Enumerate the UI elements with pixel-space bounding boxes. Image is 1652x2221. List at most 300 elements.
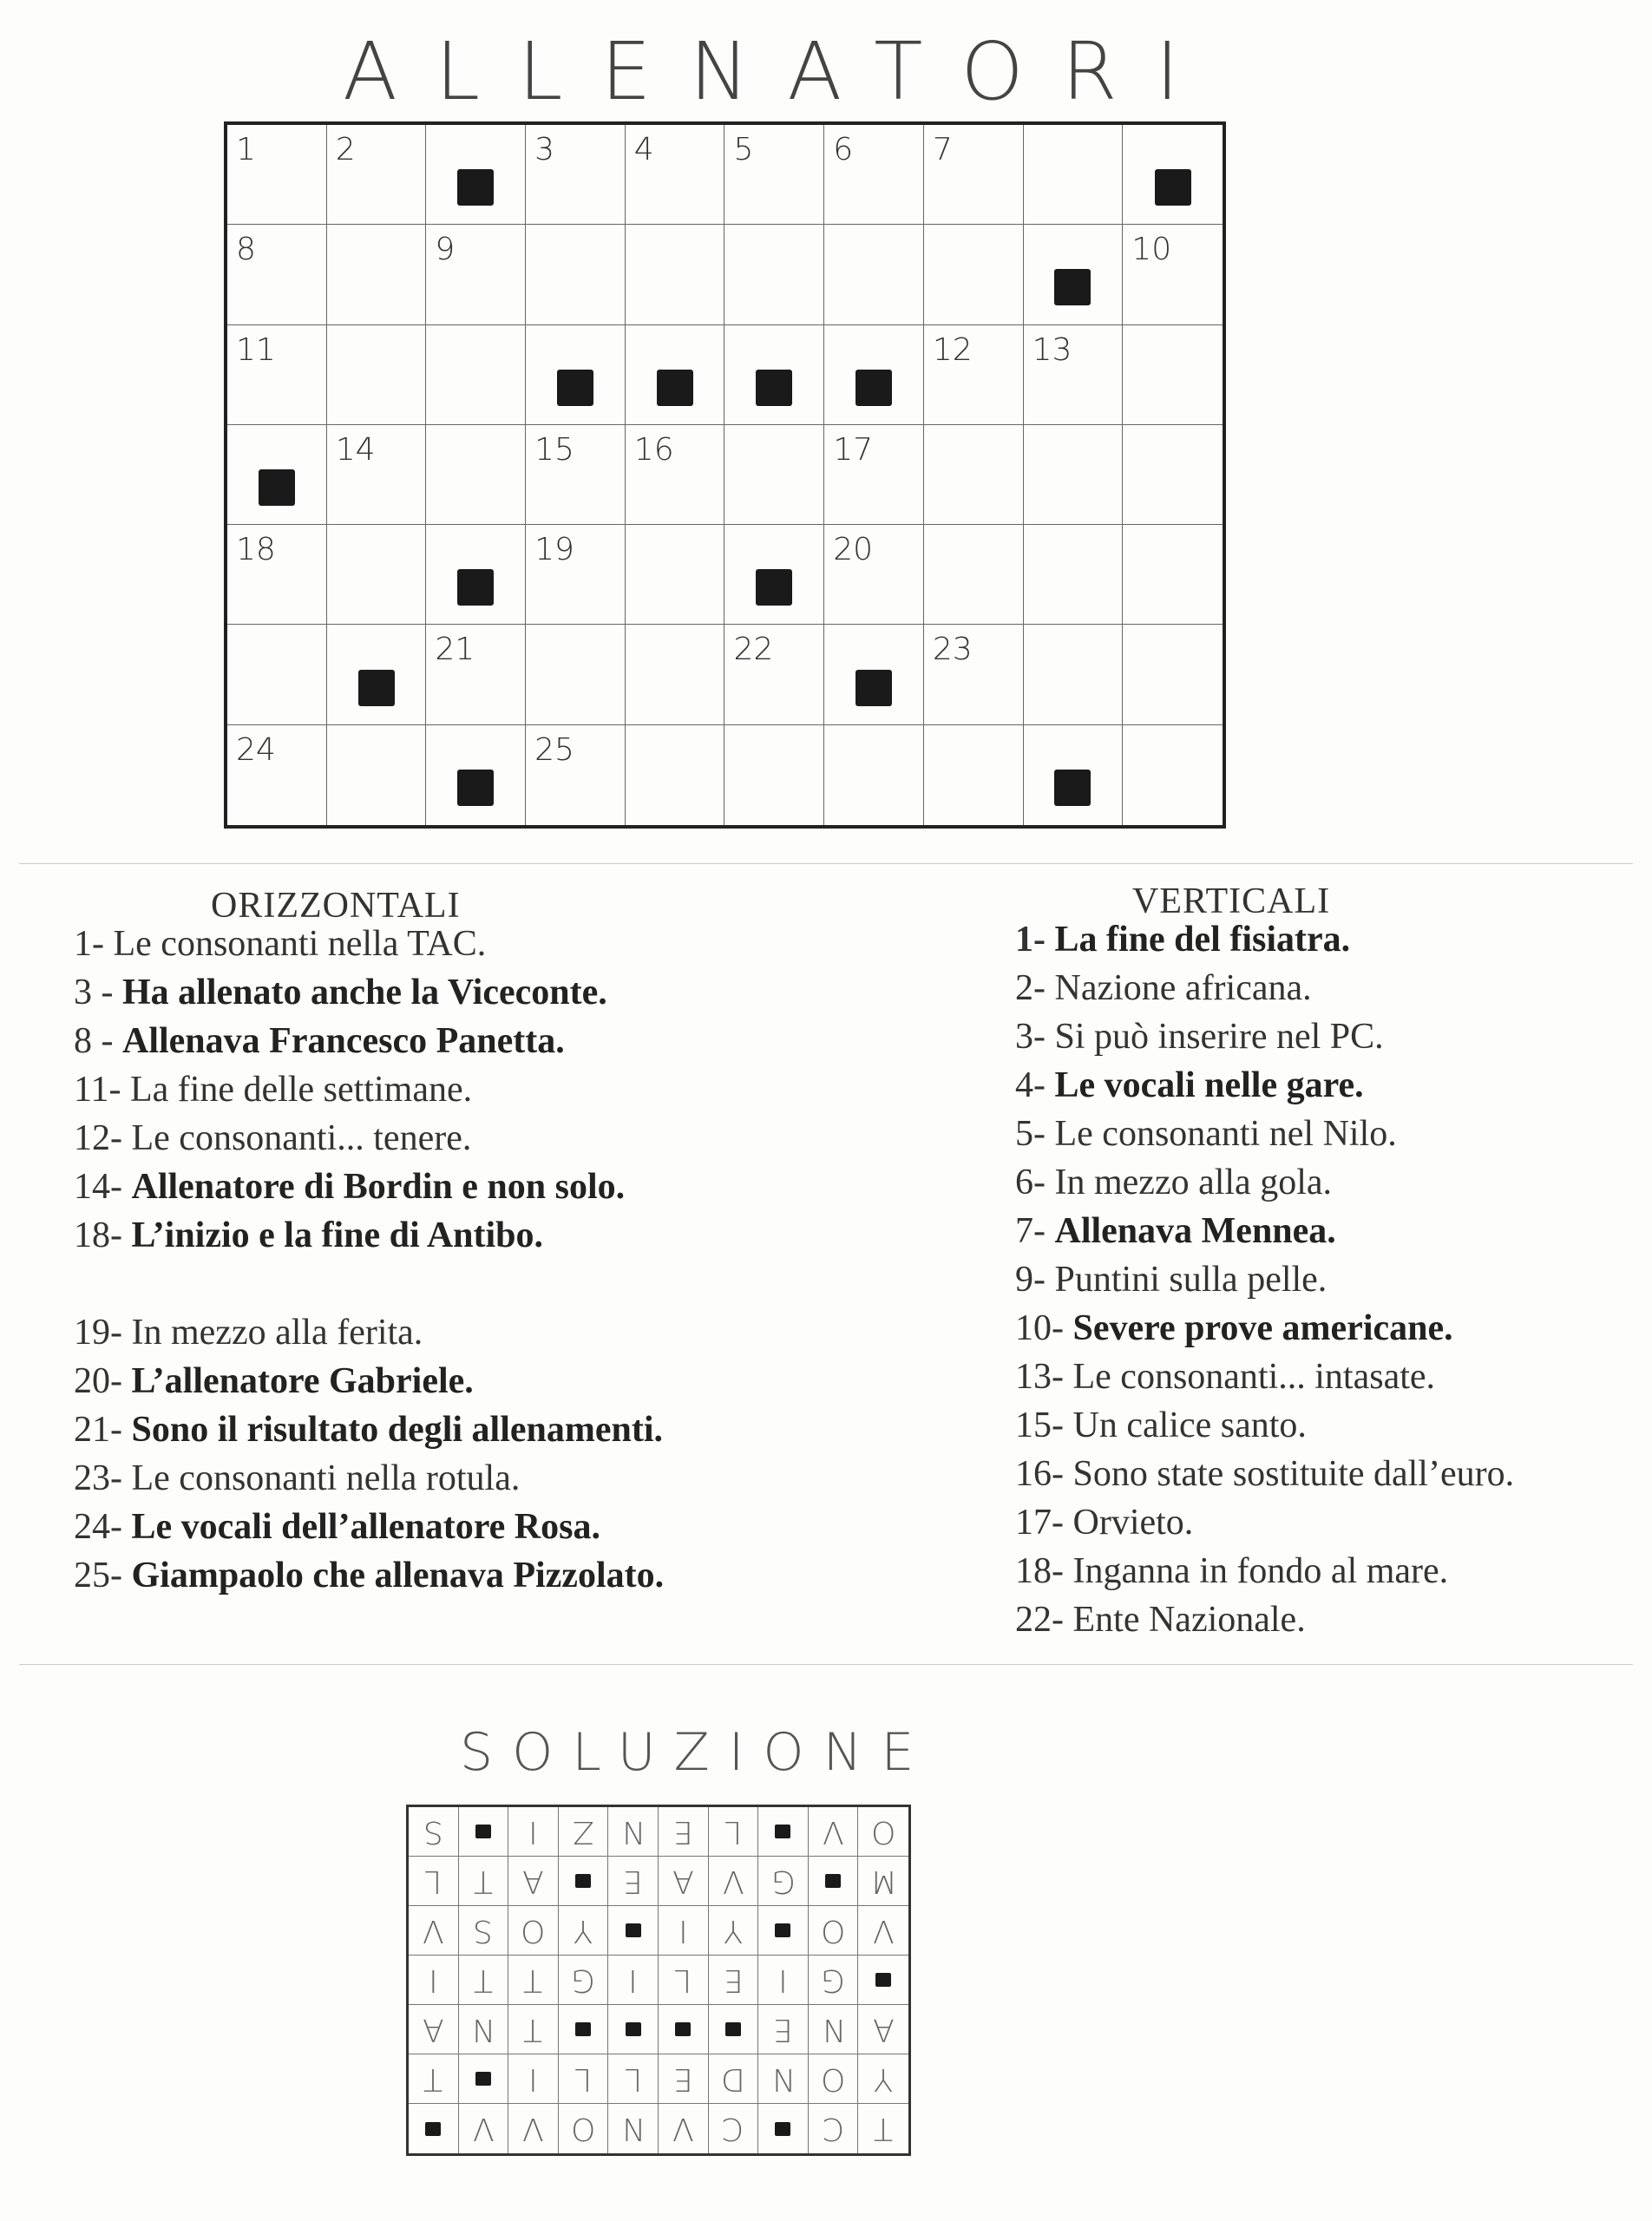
solution-cell (559, 2104, 609, 2153)
clue-num: 3 - (74, 973, 114, 1012)
clue-num: 14- (74, 1167, 122, 1207)
clue-item (1015, 1255, 1327, 1304)
solution-letter: O (871, 1813, 896, 1850)
solution-letter: I (678, 1912, 688, 1949)
solution-letter: T (473, 1863, 493, 1899)
solution-cell (709, 1956, 759, 2005)
solution-letter: E (672, 1813, 693, 1850)
clue-text: La fine del fisiatra. (1054, 920, 1351, 960)
solution-letter: I (528, 2060, 538, 2097)
clue-text: Le consonanti... intasate. (1072, 1357, 1436, 1397)
solution-letter: C (822, 2111, 844, 2146)
solution-cell (809, 2054, 859, 2104)
solution-cell (559, 1857, 609, 1906)
black-square (259, 469, 295, 506)
clue-num: 25- (74, 1556, 122, 1595)
clue-number: 23 (932, 632, 973, 668)
solution-cell (459, 1857, 509, 1906)
clue-num: 8 - (74, 1021, 114, 1061)
grid-cell (426, 325, 526, 425)
solution-letter: Y (874, 2060, 894, 2097)
solution-cell (608, 1906, 659, 1956)
solution-cell (709, 1906, 759, 1956)
clue-item (74, 968, 607, 1017)
clue-item (1015, 1353, 1435, 1401)
clue-number: 18 (236, 532, 276, 568)
grid-cell (327, 525, 427, 625)
grid-cell (227, 325, 327, 425)
solution-letter: I (778, 1962, 788, 1998)
solution-cell (858, 2005, 908, 2054)
solution-cell (758, 2054, 809, 2104)
solution-cell (459, 1956, 509, 2005)
clue-number: 24 (236, 731, 276, 768)
solution-cell (559, 1956, 609, 2005)
grid-cell (227, 625, 327, 724)
solution-letter: O (521, 1912, 546, 1949)
solution-cell (608, 2104, 659, 2153)
solution-cell (559, 2005, 609, 2054)
clue-item (74, 920, 486, 968)
solution-cell (459, 2104, 509, 2153)
solution-title: SOLUZIONE (460, 1722, 934, 1783)
clue-text: In mezzo alla ferita. (131, 1313, 423, 1353)
solution-cell (659, 1857, 709, 1906)
grid-cell (626, 725, 725, 825)
clue-text: Severe prove americane. (1072, 1308, 1453, 1348)
solution-letter: Y (723, 1912, 743, 1949)
solution-cell (709, 2104, 759, 2153)
clue-num: 16- (1015, 1454, 1064, 1494)
divider-bottom (19, 1664, 1633, 1665)
grid-cell (724, 725, 824, 825)
clue-num: 10- (1015, 1308, 1064, 1348)
solution-cell (508, 1807, 559, 1857)
clue-number: 11 (236, 331, 276, 368)
solution-letter: N (621, 2111, 646, 2146)
clue-item (1015, 1110, 1397, 1158)
black-square (475, 2072, 491, 2086)
clue-item (74, 1405, 663, 1454)
clue-num: 3- (1015, 1017, 1046, 1057)
clue-item (1015, 1547, 1448, 1595)
grid-cell (426, 725, 526, 825)
solution-letter: O (820, 2060, 846, 2097)
grid-cell (227, 425, 327, 525)
grid-cell (526, 725, 626, 825)
grid-cell (724, 325, 824, 425)
clue-text: L’inizio e la fine di Antibo. (131, 1215, 544, 1255)
solution-letter: N (621, 1813, 646, 1850)
clue-item (1015, 915, 1350, 964)
solution-letter: E (773, 2011, 793, 2047)
solution-cell (559, 1807, 609, 1857)
solution-letter: T (523, 2011, 543, 2047)
solution-letter: I (528, 1813, 538, 1850)
grid-cell (227, 125, 327, 225)
solution-cell (809, 2005, 859, 2054)
clue-item (1015, 1012, 1384, 1061)
solution-cell (758, 2005, 809, 2054)
solution-cell (409, 2005, 459, 2054)
grid-cell (824, 125, 924, 225)
grid-cell (626, 425, 725, 525)
grid-cell (924, 725, 1024, 825)
solution-cell (758, 1956, 809, 2005)
solution-cell (709, 1857, 759, 1906)
clue-item (74, 1017, 565, 1065)
clue-item (74, 1503, 600, 1551)
solution-letter: S (473, 1912, 494, 1949)
grid-cell (1123, 725, 1223, 825)
grid-cell (824, 725, 924, 825)
clue-num: 19- (74, 1313, 122, 1353)
solution-cell (409, 1807, 459, 1857)
clue-item (74, 1357, 474, 1405)
clue-num: 20- (74, 1361, 122, 1401)
solution-letter: I (428, 1962, 438, 1998)
clue-item (1015, 1498, 1193, 1547)
black-square (756, 370, 792, 406)
clue-num: 1- (74, 924, 104, 964)
grid-cell (924, 525, 1024, 625)
clue-item (74, 1454, 520, 1503)
black-square (856, 370, 892, 406)
solution-cell (809, 1956, 859, 2005)
solution-cell (858, 2054, 908, 2104)
solution-letter: Z (572, 1813, 594, 1850)
grid-cell (1123, 625, 1223, 724)
solution-cell (409, 2054, 459, 2104)
clue-num: 11- (74, 1070, 121, 1110)
black-square (575, 1874, 591, 1888)
clue-text: Le vocali nelle gare. (1054, 1065, 1364, 1105)
clue-number: 5 (733, 132, 754, 167)
grid-cell (526, 125, 626, 225)
solution-letter: G (571, 1962, 596, 1998)
grid-cell (924, 125, 1024, 225)
solution-letter: G (821, 1962, 846, 1998)
black-square (675, 2022, 691, 2036)
clue-item (74, 1211, 543, 1260)
clue-item (74, 1114, 471, 1163)
grid-cell (1123, 125, 1223, 225)
black-square (626, 2022, 641, 2036)
black-square (557, 370, 593, 406)
grid-cell (526, 225, 626, 324)
grid-cell (526, 325, 626, 425)
solution-cell (559, 2054, 609, 2104)
solution-letter: O (820, 1912, 846, 1949)
solution-letter: A (522, 1863, 544, 1899)
grid-cell (1024, 625, 1124, 724)
black-square (856, 670, 892, 706)
grid-cell (526, 425, 626, 525)
solution-letter: Y (574, 1912, 593, 1949)
clue-text: Orvieto. (1072, 1503, 1194, 1543)
solution-cell (508, 2104, 559, 2153)
clue-text: Un calice santo. (1072, 1405, 1307, 1445)
clue-num: 24- (74, 1507, 122, 1547)
verticali-heading: VERTICALI (1132, 881, 1331, 921)
solution-cell (758, 1906, 809, 1956)
solution-cell (459, 2005, 509, 2054)
grid-cell (227, 525, 327, 625)
clue-text: Giampaolo che allenava Pizzolato. (131, 1556, 665, 1595)
black-square (775, 1825, 790, 1838)
clue-text: Si può inserire nel PC. (1054, 1017, 1384, 1057)
clue-num: 13- (1015, 1357, 1064, 1397)
solution-cell (709, 2054, 759, 2104)
black-square (626, 1923, 641, 1937)
grid-cell (724, 225, 824, 324)
solution-letter: D (721, 2060, 745, 2097)
clue-number: 9 (435, 232, 456, 268)
solution-cell (459, 1807, 509, 1857)
grid-cell (626, 125, 725, 225)
black-square (825, 1874, 841, 1888)
clue-number: 22 (733, 632, 774, 668)
grid-cell (327, 125, 427, 225)
clue-num: 15- (1015, 1405, 1064, 1445)
black-square (875, 1973, 891, 1987)
solution-cell (659, 1807, 709, 1857)
solution-cell (758, 1857, 809, 1906)
solution-cell (659, 1956, 709, 2005)
clue-text: Sono state sostituite dall’euro. (1072, 1454, 1515, 1494)
grid-cell (426, 525, 526, 625)
clue-text: Allenava Francesco Panetta. (122, 1021, 565, 1061)
clue-num: 23- (74, 1458, 122, 1498)
clue-text: Le consonanti nella TAC. (113, 924, 487, 964)
grid-cell (227, 225, 327, 324)
solution-letter: L (624, 2060, 642, 2097)
solution-cell (409, 1956, 459, 2005)
grid-cell (1024, 125, 1124, 225)
solution-cell (459, 2054, 509, 2104)
grid-cell (426, 225, 526, 324)
clue-number: 13 (1032, 331, 1072, 368)
grid-cell (924, 225, 1024, 324)
grid-cell (327, 725, 427, 825)
solution-letter: G (770, 1863, 796, 1899)
clue-text: Nazione africana. (1054, 968, 1312, 1008)
solution-cell (409, 1857, 459, 1906)
clue-item (1015, 1061, 1364, 1110)
clue-number: 10 (1131, 232, 1172, 268)
clue-text: Sono il risultato degli allenamenti. (131, 1410, 664, 1450)
grid-cell (824, 325, 924, 425)
grid-cell (327, 425, 427, 525)
solution-cell (758, 2104, 809, 2153)
black-square (457, 169, 494, 206)
solution-letter: V (422, 1912, 444, 1949)
clue-text: La fine delle settimane. (129, 1070, 473, 1110)
solution-letter: A (672, 1863, 694, 1899)
clue-number: 6 (833, 132, 854, 167)
solution-letter: C (722, 2111, 744, 2146)
solution-cell (508, 2054, 559, 2104)
clue-number: 25 (534, 731, 574, 768)
grid-cell (724, 125, 824, 225)
crossword-title: ALLENATORI (343, 25, 1217, 118)
solution-cell (659, 1906, 709, 1956)
clue-text: Allenava Mennea. (1054, 1211, 1336, 1251)
clue-text: Le consonanti nella rotula. (131, 1458, 521, 1498)
grid-cell (227, 725, 327, 825)
solution-letter: V (522, 2111, 544, 2146)
black-square (725, 2022, 741, 2036)
solution-cell (508, 1956, 559, 2005)
solution-cell (508, 2005, 559, 2054)
solution-grid (406, 1805, 911, 2156)
clue-item (1015, 1450, 1514, 1498)
solution-letter: V (472, 2111, 495, 2146)
clue-text: Puntini sulla pelle. (1054, 1260, 1328, 1300)
solution-cell (459, 1906, 509, 1956)
orizzontali-heading: ORIZZONTALI (211, 886, 461, 926)
black-square (425, 2122, 441, 2136)
clue-text: Le vocali dell’allenatore Rosa. (131, 1507, 600, 1547)
clue-number: 20 (833, 532, 873, 568)
clue-num: 5- (1015, 1114, 1046, 1154)
black-square (457, 569, 494, 606)
solution-cell (608, 2054, 659, 2104)
clue-item (1015, 1158, 1332, 1207)
solution-letter: A (422, 2011, 444, 2047)
clue-item (1015, 1207, 1336, 1255)
grid-cell (1024, 525, 1124, 625)
grid-cell (824, 225, 924, 324)
solution-letter: V (872, 1912, 895, 1949)
clue-number: 1 (236, 132, 256, 167)
grid-cell (1024, 725, 1124, 825)
solution-letter: S (423, 1813, 443, 1850)
solution-letter: E (623, 1863, 644, 1899)
grid-cell (1123, 225, 1223, 324)
clue-item (1015, 1595, 1306, 1644)
solution-cell (758, 1807, 809, 1857)
clue-num: 9- (1015, 1260, 1046, 1300)
black-square (475, 1825, 491, 1838)
grid-cell (724, 525, 824, 625)
grid-cell (426, 625, 526, 724)
solution-letter: N (771, 2060, 795, 2097)
clue-num: 17- (1015, 1503, 1064, 1543)
solution-letter: E (723, 1962, 744, 1998)
clue-number: 7 (932, 132, 953, 167)
solution-letter: A (872, 2011, 895, 2047)
solution-cell (858, 1807, 908, 1857)
clue-item (74, 1163, 625, 1211)
solution-cell (858, 1956, 908, 2005)
solution-cell (659, 2054, 709, 2104)
black-square (657, 370, 693, 406)
solution-letter: L (424, 1863, 442, 1899)
solution-cell (608, 1807, 659, 1857)
solution-letter: T (473, 1962, 493, 1998)
solution-cell (659, 2104, 709, 2153)
solution-cell (608, 2005, 659, 2054)
black-square (775, 2122, 790, 2136)
black-square (756, 569, 792, 606)
grid-cell (1024, 225, 1124, 324)
solution-letter: N (821, 2011, 845, 2047)
solution-cell (608, 1956, 659, 2005)
grid-cell (626, 325, 725, 425)
grid-cell (426, 425, 526, 525)
crossword-grid (224, 121, 1226, 829)
clue-item (1015, 964, 1312, 1012)
grid-cell (1123, 325, 1223, 425)
clue-num: 21- (74, 1410, 122, 1450)
clue-number: 21 (435, 632, 475, 668)
black-square (1155, 169, 1191, 206)
grid-cell (526, 525, 626, 625)
solution-letter: N (471, 2011, 495, 2047)
clue-text: Le consonanti... tenere. (131, 1118, 472, 1158)
clue-number: 8 (236, 232, 256, 268)
clue-text: Ha allenato anche la Viceconte. (122, 973, 607, 1012)
grid-cell (824, 525, 924, 625)
clue-text: Inganna in fondo al mare. (1072, 1551, 1449, 1591)
grid-cell (724, 625, 824, 724)
grid-cell (924, 625, 1024, 724)
grid-cell (1024, 425, 1124, 525)
clue-num: 4- (1015, 1065, 1046, 1105)
grid-cell (924, 425, 1024, 525)
clue-num: 1- (1015, 920, 1046, 960)
clue-number: 17 (833, 431, 873, 468)
solution-cell (608, 1857, 659, 1906)
grid-cell (924, 325, 1024, 425)
clue-item (74, 1065, 472, 1114)
grid-cell (327, 225, 427, 324)
grid-cell (327, 625, 427, 724)
solution-cell (809, 1807, 859, 1857)
clue-num: 12- (74, 1118, 122, 1158)
clue-item (74, 1551, 664, 1600)
clue-number: 19 (534, 532, 574, 568)
solution-letter: T (874, 2111, 894, 2146)
solution-letter: V (722, 1863, 744, 1899)
clue-number: 16 (633, 431, 674, 468)
solution-letter: L (574, 2060, 593, 2097)
grid-cell (626, 225, 725, 324)
solution-letter: L (674, 1962, 692, 1998)
solution-cell (709, 1807, 759, 1857)
solution-letter: I (628, 1962, 638, 1998)
clue-num: 6- (1015, 1163, 1046, 1202)
grid-cell (626, 525, 725, 625)
grid-cell (626, 625, 725, 724)
divider-top (19, 863, 1633, 864)
clue-num: 22- (1015, 1600, 1064, 1640)
solution-cell (409, 1906, 459, 1956)
solution-cell (809, 1906, 859, 1956)
solution-letter: O (570, 2111, 596, 2146)
black-square (457, 770, 494, 806)
grid-cell (824, 425, 924, 525)
clue-num: 7- (1015, 1211, 1046, 1251)
clue-num: 2- (1015, 968, 1046, 1008)
grid-cell (426, 125, 526, 225)
solution-letter: V (672, 2111, 694, 2146)
solution-cell (858, 1906, 908, 1956)
clue-text: Le consonanti nel Nilo. (1054, 1114, 1397, 1154)
grid-cell (724, 425, 824, 525)
black-square (358, 670, 395, 706)
